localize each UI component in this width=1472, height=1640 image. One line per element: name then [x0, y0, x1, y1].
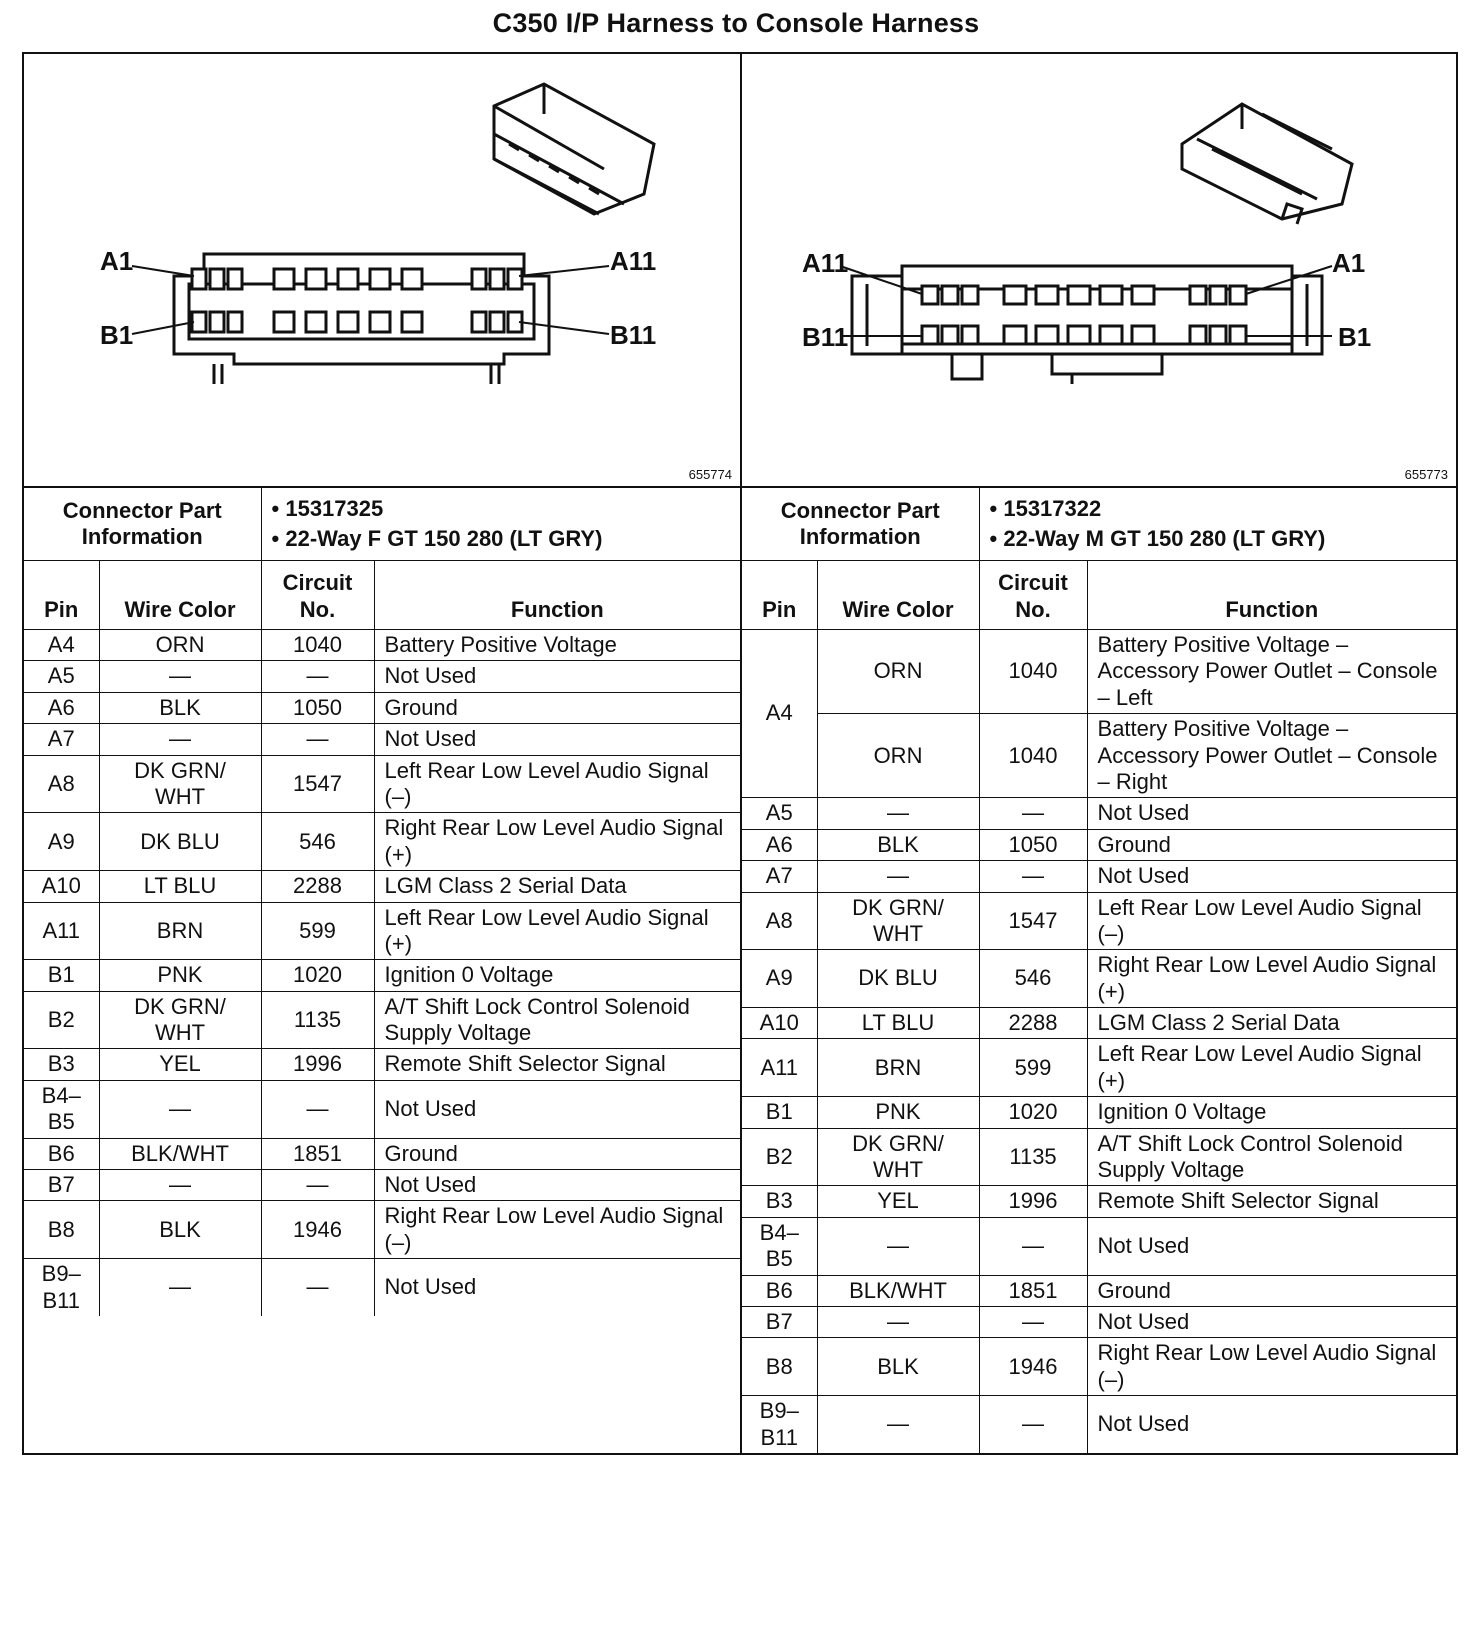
- circuit-cell: 1050: [261, 692, 374, 723]
- function-header: Function: [1087, 561, 1456, 630]
- function-cell: Right Rear Low Level Audio Signal (–): [1087, 1338, 1456, 1396]
- wire-color-cell: BLK/WHT: [99, 1138, 261, 1169]
- pin-cell: A7: [24, 724, 99, 755]
- pin-header: Pin: [742, 561, 817, 630]
- table-row: [24, 692, 740, 723]
- table-row: [742, 714, 1456, 798]
- wire-color-cell: DK GRN/ WHT: [817, 1128, 979, 1186]
- table-row: [24, 1201, 740, 1259]
- function-cell: Not Used: [1087, 1396, 1456, 1453]
- function-cell: Not Used: [374, 1080, 740, 1138]
- left-connector-panel: [24, 54, 740, 1453]
- circuit-cell: —: [261, 724, 374, 755]
- wire-color-cell: —: [817, 861, 979, 892]
- function-cell: Ignition 0 Voltage: [374, 960, 740, 991]
- circuit-cell: —: [261, 661, 374, 692]
- table-row: [24, 991, 740, 1049]
- circuit-cell: 1946: [979, 1338, 1087, 1396]
- function-cell: Not Used: [1087, 1217, 1456, 1275]
- table-row: [742, 798, 1456, 829]
- pin-label-b11: B11: [610, 320, 657, 350]
- male-pin-cavities: [922, 286, 1246, 344]
- wire-color-cell: PNK: [99, 960, 261, 991]
- pin-header: Pin: [24, 561, 99, 630]
- function-cell: Not Used: [1087, 861, 1456, 892]
- wire-color-cell: DK GRN/ WHT: [99, 991, 261, 1049]
- table-row: [742, 892, 1456, 950]
- left-connector-diagram: [24, 54, 740, 488]
- pin-cell: B2: [24, 991, 99, 1049]
- function-header: Function: [374, 561, 740, 630]
- wire-color-cell: YEL: [817, 1186, 979, 1217]
- function-cell: Not Used: [374, 661, 740, 692]
- pin-label-b1: B1: [100, 320, 134, 350]
- circuit-cell: —: [979, 798, 1087, 829]
- table-row: [742, 829, 1456, 860]
- function-cell: Ground: [374, 692, 740, 723]
- right-pinout-table: [742, 488, 1456, 1453]
- left-table-body: [24, 630, 740, 1316]
- circuit-cell: —: [979, 861, 1087, 892]
- circuit-cell: 1020: [261, 960, 374, 991]
- part-info: • 15317325 • 22-Way F GT 150 280 (LT GRY): [261, 488, 740, 561]
- function-cell: Battery Positive Voltage – Accessory Power Outlet – Console – Left: [1087, 630, 1456, 714]
- circuit-cell: —: [979, 1217, 1087, 1275]
- wire-color-cell: BRN: [99, 902, 261, 960]
- pin-label-b11: B11: [802, 322, 849, 352]
- circuit-cell: 1996: [979, 1186, 1087, 1217]
- function-cell: LGM Class 2 Serial Data: [1087, 1008, 1456, 1039]
- circuit-cell: 1851: [261, 1138, 374, 1169]
- table-row: [742, 1039, 1456, 1097]
- circuit-cell: 1050: [979, 829, 1087, 860]
- pin-label-a11: A11: [802, 248, 849, 278]
- pin-cell: A4: [742, 630, 817, 798]
- circuit-cell: —: [979, 1396, 1087, 1453]
- wire-color-header: Wire Color: [99, 561, 261, 630]
- pin-cell: B4– B5: [24, 1080, 99, 1138]
- pin-cell: A10: [742, 1008, 817, 1039]
- pin-cell: B3: [742, 1186, 817, 1217]
- table-row: [742, 1275, 1456, 1306]
- wire-color-cell: DK BLU: [99, 813, 261, 871]
- table-row: [24, 1080, 740, 1138]
- wire-color-cell: —: [99, 724, 261, 755]
- circuit-cell: —: [261, 1259, 374, 1316]
- connector-description: 22-Way M GT 150 280 (LT GRY): [1003, 526, 1326, 551]
- pin-cell: A9: [742, 950, 817, 1008]
- pin-label-a1: A1: [1332, 248, 1366, 278]
- table-row: [24, 661, 740, 692]
- left-pinout-table: [24, 488, 740, 1316]
- pin-cell: B6: [742, 1275, 817, 1306]
- table-row: [742, 1338, 1456, 1396]
- function-cell: Ignition 0 Voltage: [1087, 1097, 1456, 1128]
- circuit-header: Circuit No.: [261, 561, 374, 630]
- pin-label-a11: A11: [610, 246, 657, 276]
- circuit-cell: 1040: [261, 630, 374, 661]
- table-row: [24, 813, 740, 871]
- wire-color-cell: DK GRN/ WHT: [817, 892, 979, 950]
- circuit-cell: 599: [261, 902, 374, 960]
- table-row: [24, 1259, 740, 1316]
- function-cell: Left Rear Low Level Audio Signal (–): [374, 755, 740, 813]
- circuit-header: Circuit No.: [979, 561, 1087, 630]
- table-row: [24, 902, 740, 960]
- wire-color-cell: —: [817, 798, 979, 829]
- pin-cell: B1: [742, 1097, 817, 1128]
- wire-color-cell: BLK: [817, 829, 979, 860]
- function-cell: LGM Class 2 Serial Data: [374, 871, 740, 902]
- part-number: 15317322: [1003, 495, 1102, 521]
- figure-number: 655774: [688, 467, 732, 482]
- table-row: [742, 1217, 1456, 1275]
- function-cell: Ground: [374, 1138, 740, 1169]
- circuit-cell: 1547: [979, 892, 1087, 950]
- wire-color-cell: ORN: [817, 714, 979, 798]
- pin-cell: A8: [742, 892, 817, 950]
- circuit-cell: 1135: [261, 991, 374, 1049]
- pin-cell: B7: [24, 1170, 99, 1201]
- function-cell: Not Used: [1087, 798, 1456, 829]
- wire-color-cell: BLK: [817, 1338, 979, 1396]
- function-cell: A/T Shift Lock Control Solenoid Supply Voltage: [374, 991, 740, 1049]
- function-cell: Not Used: [374, 724, 740, 755]
- wire-color-cell: BRN: [817, 1039, 979, 1097]
- pin-cell: A5: [742, 798, 817, 829]
- circuit-cell: —: [261, 1170, 374, 1201]
- function-cell: Left Rear Low Level Audio Signal (+): [1087, 1039, 1456, 1097]
- circuit-cell: —: [261, 1080, 374, 1138]
- circuit-cell: 2288: [261, 871, 374, 902]
- pin-cell: A7: [742, 861, 817, 892]
- pin-cell: A10: [24, 871, 99, 902]
- pin-cell: A9: [24, 813, 99, 871]
- wire-color-cell: LT BLU: [817, 1008, 979, 1039]
- circuit-cell: 1946: [261, 1201, 374, 1259]
- table-row: [742, 950, 1456, 1008]
- pin-cell: B2: [742, 1128, 817, 1186]
- function-cell: Remote Shift Selector Signal: [374, 1049, 740, 1080]
- pin-cell: A11: [742, 1039, 817, 1097]
- pin-cell: A6: [24, 692, 99, 723]
- wire-color-cell: —: [817, 1306, 979, 1337]
- function-cell: Not Used: [374, 1259, 740, 1316]
- connector-description: 22-Way F GT 150 280 (LT GRY): [285, 526, 603, 551]
- wire-color-cell: DK GRN/ WHT: [99, 755, 261, 813]
- table-row: [24, 871, 740, 902]
- function-cell: Right Rear Low Level Audio Signal (–): [374, 1201, 740, 1259]
- wire-color-cell: LT BLU: [99, 871, 261, 902]
- table-row: [24, 960, 740, 991]
- pin-cell: B9– B11: [24, 1259, 99, 1316]
- table-row: [24, 724, 740, 755]
- table-row: [742, 630, 1456, 714]
- pin-cell: A5: [24, 661, 99, 692]
- pin-cell: A6: [742, 829, 817, 860]
- table-row: [24, 630, 740, 661]
- wire-color-cell: —: [99, 1080, 261, 1138]
- wire-color-cell: —: [99, 661, 261, 692]
- pin-cell: B8: [24, 1201, 99, 1259]
- function-cell: Battery Positive Voltage: [374, 630, 740, 661]
- function-cell: A/T Shift Lock Control Solenoid Supply Voltage: [1087, 1128, 1456, 1186]
- pin-cell: A8: [24, 755, 99, 813]
- wire-color-cell: BLK: [99, 1201, 261, 1259]
- pin-cell: B4– B5: [742, 1217, 817, 1275]
- part-number: 15317325: [285, 495, 384, 521]
- wire-color-cell: BLK/WHT: [817, 1275, 979, 1306]
- pin-cell: B8: [742, 1338, 817, 1396]
- function-cell: Left Rear Low Level Audio Signal (–): [1087, 892, 1456, 950]
- circuit-cell: 1040: [979, 714, 1087, 798]
- pin-cell: B6: [24, 1138, 99, 1169]
- table-row: [742, 1186, 1456, 1217]
- circuit-cell: —: [979, 1306, 1087, 1337]
- circuit-cell: 546: [261, 813, 374, 871]
- circuit-cell: 2288: [979, 1008, 1087, 1039]
- wire-color-cell: —: [99, 1170, 261, 1201]
- circuit-cell: 1020: [979, 1097, 1087, 1128]
- table-row: [742, 861, 1456, 892]
- pin-cell: B3: [24, 1049, 99, 1080]
- connector-info-label: Connector Part Information: [742, 488, 979, 561]
- wire-color-cell: —: [817, 1396, 979, 1453]
- part-info: • 15317322 • 22-Way M GT 150 280 (LT GRY): [979, 488, 1456, 561]
- right-connector-panel: [740, 54, 1456, 1453]
- circuit-cell: 1547: [261, 755, 374, 813]
- function-cell: Left Rear Low Level Audio Signal (+): [374, 902, 740, 960]
- table-row: [24, 1049, 740, 1080]
- table-row: [24, 755, 740, 813]
- function-cell: Not Used: [374, 1170, 740, 1201]
- function-cell: Not Used: [1087, 1306, 1456, 1337]
- function-cell: Battery Positive Voltage – Accessory Power Outlet – Console – Right: [1087, 714, 1456, 798]
- right-table-body: [742, 630, 1456, 1453]
- circuit-cell: 599: [979, 1039, 1087, 1097]
- wire-color-cell: —: [817, 1217, 979, 1275]
- female-pin-cavities: [192, 269, 522, 332]
- pin-cell: B7: [742, 1306, 817, 1337]
- table-row: [742, 1008, 1456, 1039]
- wire-color-cell: —: [99, 1259, 261, 1316]
- circuit-cell: 1135: [979, 1128, 1087, 1186]
- table-row: [742, 1306, 1456, 1337]
- circuit-cell: 1996: [261, 1049, 374, 1080]
- wire-color-cell: YEL: [99, 1049, 261, 1080]
- circuit-cell: 546: [979, 950, 1087, 1008]
- connector-info-label: Connector Part Information: [24, 488, 261, 561]
- wire-color-cell: ORN: [817, 630, 979, 714]
- function-cell: Remote Shift Selector Signal: [1087, 1186, 1456, 1217]
- pin-cell: B9– B11: [742, 1396, 817, 1453]
- wire-color-cell: ORN: [99, 630, 261, 661]
- wire-color-header: Wire Color: [817, 561, 979, 630]
- table-row: [742, 1097, 1456, 1128]
- function-cell: Right Rear Low Level Audio Signal (+): [374, 813, 740, 871]
- table-row: [742, 1128, 1456, 1186]
- circuit-cell: 1040: [979, 630, 1087, 714]
- table-row: [24, 1138, 740, 1169]
- wire-color-cell: PNK: [817, 1097, 979, 1128]
- function-cell: Right Rear Low Level Audio Signal (+): [1087, 950, 1456, 1008]
- table-row: [24, 1170, 740, 1201]
- wire-color-cell: BLK: [99, 692, 261, 723]
- circuit-cell: 1851: [979, 1275, 1087, 1306]
- pin-label-b1: B1: [1338, 322, 1372, 352]
- function-cell: Ground: [1087, 829, 1456, 860]
- page-title: C350 I/P Harness to Console Harness: [492, 8, 980, 38]
- wire-color-cell: DK BLU: [817, 950, 979, 1008]
- pin-cell: A11: [24, 902, 99, 960]
- function-cell: Ground: [1087, 1275, 1456, 1306]
- right-connector-diagram: [742, 54, 1456, 488]
- pin-cell: A4: [24, 630, 99, 661]
- pin-cell: B1: [24, 960, 99, 991]
- figure-number: 655773: [1404, 467, 1448, 482]
- connector-sheet: [22, 52, 1458, 1455]
- table-row: [742, 1396, 1456, 1453]
- pin-label-a1: A1: [100, 246, 134, 276]
